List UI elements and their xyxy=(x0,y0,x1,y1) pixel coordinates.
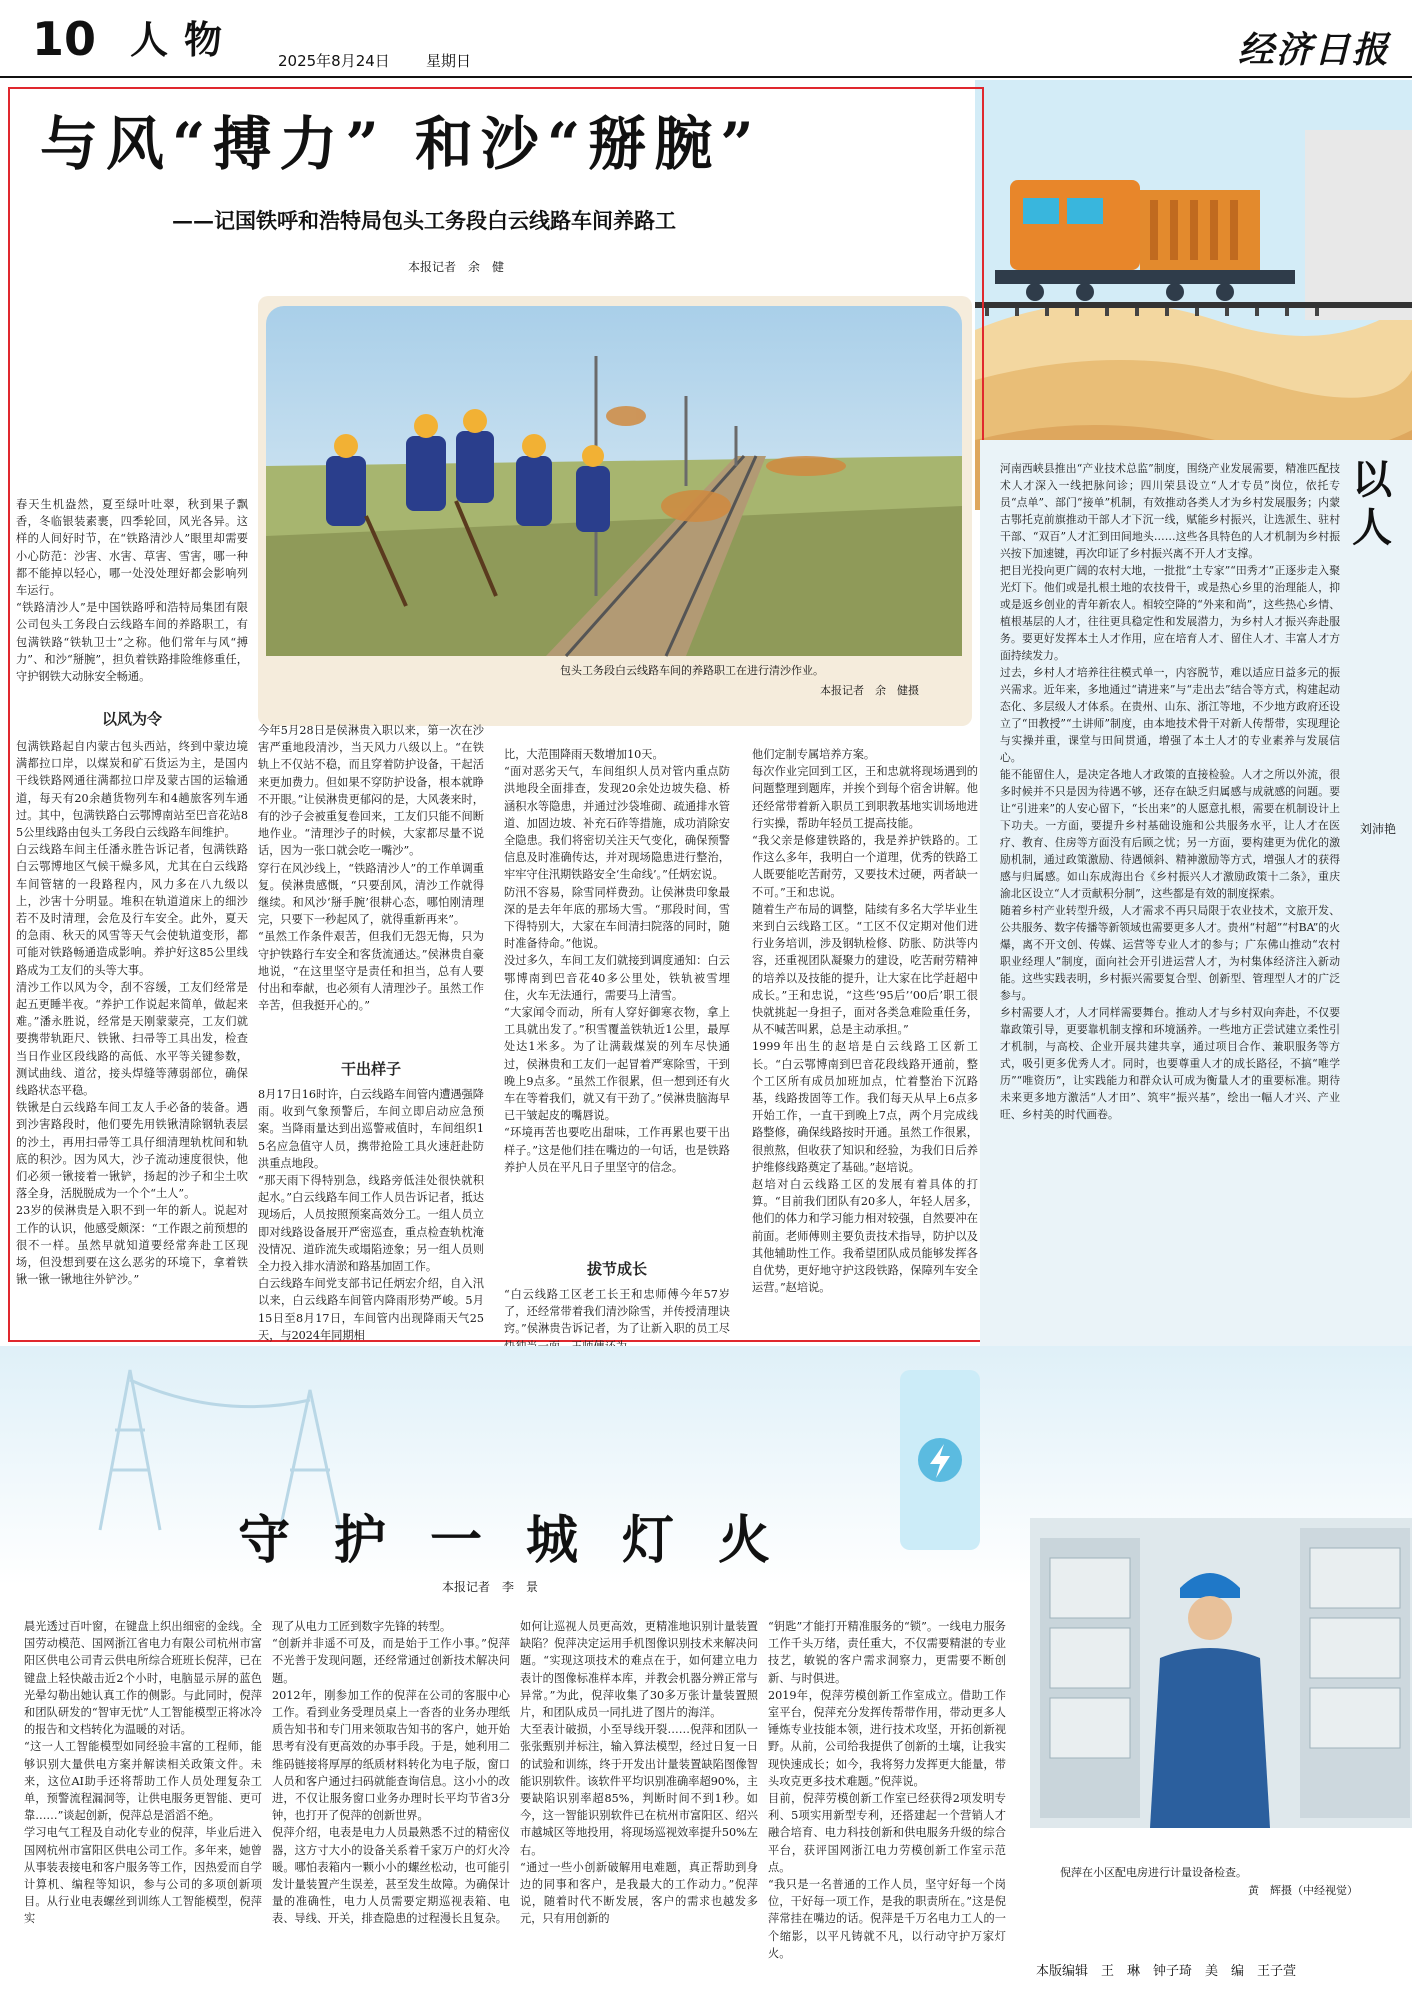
article1-intro: 春天生机盎然，夏至绿叶吐翠，秋到果子飘香，冬临银装素裹，四季轮回，风光各异。这样的人间好时节，在“铁路清沙人”眼里却需要小心防范：沙害、水害、草害、雪害，哪一种都不能掉以轻心，哪一处没处理好都会影响列车运行。 “铁路清沙人”是中国铁路呼和浩特局集团有限公司包头工务段白云线路车间的养路职工，有包满铁路“铁轨卫士”之称。他们常年与风“搏力”、和沙“掰腕”，担负着铁路排险维修重任，守护钢铁大动脉安全畅通。 xyxy=(16,498,248,684)
charging-pile-illustration xyxy=(880,1360,1000,1560)
subhead-bajie: 拔节成长 xyxy=(586,1260,647,1278)
article2-title: 守护一城灯火 xyxy=(238,1510,815,1571)
article1-col4: 他们定制专属培养方案。 每次作业完回到工区，王和忠就将现场遇到的问题整理到题库，并挨个到每个宿舍讲解。他还经常带着新入职员工到职教基地实训场地进行实操，帮助年轻员工提高技能。 “我父亲是修建铁路的，我是养护铁路的。工作这么多年，我明白一个道理，优秀的铁路工人既要能吃苦耐劳，又要技术过硬，两者缺一不可。”王和忠说。 随着生产布局的调整，陆续有多名大学毕业生来到白云线路工区。“工区不仅定期对他们进行业务培训，涉及钢轨检修、防胀、防洪等内容，还重视团队凝聚力的建设，吃苦耐劳精神的培养以及技能的提升，让大家在比学赶超中成长。”王和忠说，“这些‘95后’‘00后’职工很快就挑起一身担子，面对各类急难险重任务，从不喊苦叫累，总是主动承担。” 1999年出生的赵培是白云线路工区新工长。“白云鄂博南到巴音花段线路开通前，整个工区所有成员加班加点，忙着整治下沉路基，线路拨固等工作。我们每天从早上6点多开始工作，一直干到晚上7点，两个月完成线路整修，确保线路按时开通。虽然工作很累，很煎熬，但收获了知识和经验，为我们日后养护维修线路奠定了基础。”赵培说。 赵培对白云线路工区的发展有着具体的打算。“目前我们团队有20多人，年轻人居多，他们的体力和学习能力相对较强，自然要冲在前面。老师傅则主要负责技术指导，防护以及其他辅助性工作。我希望团队成员能够发挥各自优势，更好地守护这段铁路，保障列车安全运营。”赵培说。 xyxy=(752,748,978,1295)
page-header xyxy=(0,0,1412,78)
article1-col3b: “白云线路工区老工长王和忠师傅今年57岁了，还经常带着我们清沙除雪，并传授清理诀窍。”侯淋贵告诉记者，为了让新入职的员工尽 xyxy=(504,1288,730,1336)
article1-col2a: 今年5月28日是侯淋贵入职以来，第一次在沙害严重地段清沙，当天风力八级以上。“在铁轨上不仅站不稳，而且穿着防护设备，干起活来更加费力。但如果不穿防护设备，根本就睁不开眼。”让侯淋贵更郁闷的是，大风袭来时，有的沙子会被重复卷回来，工友们只能不间断地作业。“清理沙子的时候，大家都尽量不说话，因为一张口就会吃一嘴沙”。 穿行在风沙线上，“铁路清沙人”的工作单调重复。侯淋贵感慨，“只要刮风，清沙工作就得继续。和风沙‘掰手腕’很耕心态，哪怕刚清理完，只要下一秒起风了，就得重新再来”。 “虽然工作条件艰苦，但我们无怨无悔，只为守护铁路行车安全和客货流通达。”侯淋贵自豪地说，“在这里坚守是责任和担当，总有人要付出和奉献，也必须有人清理沙子。虽然工作辛苦，但我挺开心的。” xyxy=(258,724,484,1013)
page-number: 10 xyxy=(32,12,97,66)
article1-col3: 比，大范围降雨天数增加10天。 “面对恶劣天气，车间组织人员对管内重点防洪地段全面排查，发现20余处边坡失稳、桥涵积水等隐患，并通过沙袋堆砌、疏通排水管道、加固边坡、补充石砟等措施，成功消除安全隐患。我们将密切关注天气变化，确保预警信息及时准确传达，并对现场隐患进行整治，牢牢守住汛期铁路安全‘生命线’。”任炳宏说。 防汛不容易，除雪同样费劲。让侯淋贵印象最深的是去年年底的那场大雪。“那段时间，雪下得特别大，大家在车间清扫院落的同时，随时准备待命。”他说。 没过多久，车间工友们就接到调度通知：白云鄂博南到巴音花40多公里处，铁轨被雪埋住，火车无法通行，需要马上清雪。 “大家闻令而动，所有人穿好御寒衣物，拿上工具就出发了。”积雪覆盖铁轨近1公里，最厚处达1米多。为了让满载煤炭的列车尽快通过，侯淋贵和工友们一起冒着严寒除雪，干到晚上9点多。“虽然工作很累，但一想到还有火车在等着我们，就又有干劲了。”侯淋贵脑海早已干皱起皮的嘴唇说。 “环境再苦也要吃出甜味，工作再累也要干出样子。”这是他们挂在嘴边的一句话，也是铁路养护人员在平凡日子里坚守的信念。 xyxy=(504,748,730,1174)
header-rule xyxy=(0,76,1412,78)
subhead-ganchu: 干出样子 xyxy=(340,1060,401,1078)
article1-byline: 本报记者 余 健 xyxy=(408,260,505,274)
article1-photo-caption: 包头工务段白云线路车间的养路职工在进行清沙作业。 xyxy=(560,664,824,677)
article2-col1: 晨光透过百叶窗，在键盘上织出细密的金线。全国劳动模范、国网浙江省电力有限公司杭州市富阳区供电公司青云供电所综合班班长倪萍，已在键盘上轻快敲击近2个小时，电脑显示屏的蓝色光晕勾勒出她认真工作的侧影。与此同时，倪萍和团队研发的“智审无忧”人工智能模型正将冰冷的报告和文档转化为温暖的对话。 “这一人工智能模型如同经验丰富的工程师，能够识别大量供电方案并解读相关政策文件。未来，这位AI助手还将帮助工作人员处理复杂工单，预警流程漏洞等，让供电服务更智能、更可靠……”谈起创新，倪萍总是滔滔不绝。 学习电气工程及自动化专业的倪萍，毕业后进入国网杭州市富阳区供电公司工作。多年来，她曾从事装表接电和客户服务等工作，因热爱而自学计算机、编程等知识，参与公司的多项创新项目。从行业电表螺丝到训练人工智能模型，倪萍实 xyxy=(24,1620,262,1926)
sidebar-headline: 以人 xyxy=(1352,457,1392,551)
article2-col4: “钥匙”才能打开精准服务的“锁”。一线电力服务工作千头万绪，责任重大，不仅需要精湛的专业技艺，敏锐的客户需求洞察力，更需要不断创新、与时俱进。 2019年，倪萍劳模创新工作室成立。借助工作室平台，倪萍充分发挥传帮带作用，带动更多人锤炼专业技能本领，进行技术攻坚，开拓创新视野。从前，公司给我提供了创新的土壤，让我实现快速成长；如今，我将努力发挥更大能量，带头攻克更多技术难题。”倪萍说。 目前，倪萍劳模创新工作室已经获得2项发明专利、5项实用新型专利，还搭建起一个营销人才融合培育、电力科技创新和供电服务升级的综合平台，获评国网浙江电力劳模创新工作室示范点。 “我只是一名普通的工作人员，坚守好每一个岗位，干好每一项工作，是我的职责所在。”这是倪萍常挂在嘴边的话。倪萍是千万名电力工人的一个缩影，以平凡铸就不凡，以行动守护万家灯火。 xyxy=(768,1620,1006,1960)
article2-photo-credit: 黄 辉摄（中经视觉） xyxy=(1248,1884,1358,1897)
article2-photo-caption: 倪萍在小区配电房进行计量设备检查。 xyxy=(1060,1866,1247,1879)
article1-col2b: 8月17日16时许，白云线路车间管内遭遇强降雨。收到气象预警后，车间立即启动应急预案。当降雨量达到出巡警戒值时，车间组织15名应急值守人员，携带抢险工具火速赶赴防洪重点地段。 “那天雨下得特别急，线路旁低洼处很快就积起水。”白云线路车间工作人员告诉记者，抵达现场后，人员按照预案高效分工。一组人员立即对线路设备展开严密巡查，重点检查轨枕淹没情况、道砟流失或塌陷迹象；另一组人员则全力投入排水清淤和路基加固工作。 白云线路车间党支部书记任炳宏介绍，自入汛以来，白云线路车间管内降雨形势严峻。5月15日至8月17日，车间管内出现降雨天气25天，与2024年同期相 xyxy=(258,1088,484,1342)
article1-subtitle: ——记国铁呼和浩特局包头工务段白云线路车间养路工 xyxy=(172,208,676,233)
article1-col1: 包满铁路起自内蒙古包头西站，终到中蒙边境满都拉口岸，以煤炭和矿石货运为主，是国内干线铁路网通往满都拉口岸及蒙古国的运输通道，每天有20余趟货物列车和4趟旅客列车通过。其中，包满铁路白云鄂博南站至巴音花站85公里线路由包头工务段白云线路车间维护。 白云线路车间主任潘永胜告诉记者，包满铁路白云鄂博地区气候干燥多风，尤其在白云线路车间管辖的一段路程内，风力多在八九级以上，沙害十分明显。堆积在轨道道床上的细沙若不及时清理，会危及行车安全。此外，夏天的急雨、秋天的风雪等天气会使轨道变形，都可能对铁路畅通造成影响。养护好这85公里线路成为工友们的头等大事。 清沙工作以风为令，刮不容缓，工友们经常是起五更睡半夜。“养护工作说起来简单，做起来难。”潘永胜说，经常是天刚蒙蒙亮，工友们就要携带轨距尺、铁锹、扫帚等工具出发，检查当日作业区段线路的高低、水平等关键参数，测试曲线、道岔，接头焊缝等薄弱部位，确保线路状态平稳。 铁锹是白云线路车间工友人手必备的装备。遇到沙害路段时，他们要先用铁锹清除钢轨表层的沙土，再用扫帚等工具仔细清理轨枕间和轨底的积沙。因为风大，沙子流动速度很快，他们必须一锹接着一锹铲，扬起的沙子和尘土吹落全身，活脱脱成为一个个“土人”。 23岁的侯淋贵是入职不到一年的新人。说起对工作的认识，他感受颇深：“工作跟之前预想的很不一样。虽然早就知道要经常奔赴工区现场，但没想到要在这么恶劣的环境下，拿着铁锹一锹一锹地往外铲沙。” xyxy=(16,740,248,1287)
article2-col3: 如何让巡视人员更高效，更精准地识别计量装置缺陷？倪萍决定运用手机图像识别技术来解决问题。“实现这项技术的难点在于，如何建立电力表计的图像标准样本库，并教会机器分辨正常与异常。”为此，倪萍收集了30多万张计量装置照片，和团队成员一同扎进了图片的海洋。 大至表计破损，小至导线开裂……倪萍和团队一张张甄别并标注，输入算法模型，经过日复一日的试验和训练，终于开发出计量装置缺陷图像智能识别软件。该软件平均识别准确率超90%，主要缺陷识别率超85%，判断时间不到1秒。如今，这一智能识别软件已在杭州市富阳区、绍兴市越城区等地投用，将现场巡视效率提升50%左右。 “通过一些小创新破解用电难题，真正帮助到身边的同事和客户，是我最大的工作动力。”倪萍说，随着时代不断发展，客户的需求也越发多元，只有用创新的 xyxy=(520,1620,758,1926)
article2-col2: 现了从电力工匠到数字先锋的转型。 “创新并非遥不可及，而是始于工作小事。”倪萍不光善于发现问题，还经常通过创新技术解决问题。 2012年，刚参加工作的倪萍在公司的客服中心工作。看到业务受理员桌上一沓沓的业务办理纸质告知书和专门用来领取告知书的客户，她开始思考有没有更高效的办事手段。于是，她利用二维码链接将厚厚的纸质材料转化为电子版，窗口人员和客户通过扫码就能查询信息。这小小的改进，不仅让服务窗口业务办理时长平均节省3分钟，也打开了倪萍的创新世界。 倪萍介绍，电表是电力人员最熟悉不过的精密仪器，这方寸大小的设备关系着千家万户的灯火冷暖。哪怕表箱内一颗小小的螺丝松动，也可能引发计量装置产生误差，甚至发生故障。为确保计量的准确性，电力人员需要定期巡视表箱、电表、导线、开关，排查隐患的过程漫长且复杂。 xyxy=(272,1620,510,1926)
train-icon xyxy=(995,180,1295,301)
article2-byline: 本报记者 李 景 xyxy=(442,1580,539,1594)
article1-photo-credit: 本报记者 余 健摄 xyxy=(820,684,919,697)
masthead-logo: 经济日报 xyxy=(1238,29,1391,71)
issue-date: 2025年8月24日 xyxy=(278,52,390,70)
meter-inspection-photo xyxy=(1030,1518,1412,1828)
subhead-yifeng: 以风为令 xyxy=(101,710,162,728)
sidebar-byline: 刘沛艳 xyxy=(1360,822,1397,836)
article1-title: 与风“搏力” 和沙“掰腕” xyxy=(40,110,762,178)
sidebar-text: 河南西峡县推出“产业技术总监”制度，围绕产业发展需要，精准匹配技术人才深入一线把脉问诊；四川荣县设立“人才专员”岗位，依托专员“点单”、部门“接单”机制，有效推动各类人才为乡村发展服务；内蒙古鄂托克前旗推动干部人才下沉一线，赋能乡村振兴，让选派生、驻村干部、“双百”人才汇到田间地头……这些各具特色的人才机制为乡村振兴按下加速键，再次印证了乡村振兴离不开人才支撑。 把目光投向更广阔的农村大地，一批批“土专家”“田秀才”正逐步走入聚光灯下。他们或是扎根土地的农技骨干，或是热心乡里的治理能人，抑或是返乡创业的青年新农人。相较空降的“外来和尚”，这些热心乡情、植根基层的人才，往往更具稳定性和发展潜力，为乡村人才振兴奔赴服务。要更好发挥本土人才作用，应在培育人才、留住人才、丰富人才方面持续发力。 过去，乡村人才培养往往模式单一，内容脱节，难以适应日益多元的振兴需求。近年来，多地通过“请进来”与“走出去”结合等方式，构建起动态化、多层级人才体系。在贵州、山东、浙江等地，不少地方政府还设立了“田教授”“土讲师”制度，由本地技术骨干对新人传帮带，实现理论与实操并重，课堂与田间贯通，增强了本土人才的专业素养与发展信心。 能不能留住人，是决定各地人才政策的直接检验。人才之所以外流，很多时候并不只是因为待遇不够，还存在缺乏归属感与成就感的问题。要让“引进来”的人安心留下，“长出来”的人愿意扎根，需要在机制设计上下功夫。一方面，要提升乡村基础设施和公共服务水平，让人才在医疗、教育、住房等方面没有后顾之忧；另一方面，要构建更为优化的激励机制，通过政策激励、待遇倾斜、精神激励等方式，增强人才的获得感与归属感。如山东成海出台《乡村振兴人才激励政策十二条》，重庆渝北区设立“人才贡献积分制”，这些都是有效的制度探索。 随着乡村产业转型升级，人才需求不再只局限于农业技术，文旅开发、公共服务、数字传播等新领域也需要更多人才。贵州“村超”“村BA”的火爆，离不开文创、传媒、运营等专业人才的参与；广东佛山推动“农村职业经理人”制度，面向社会开引进运营人才，为村集体经济注入新动能。这些实践表明，乡村振兴需要复合型、创新型、管理型人才的广泛参与。 乡村需要人才，人才同样需要舞台。推动人才与乡村双向奔赴，不仅要靠政策引导，更要靠机制支撑和环境涵养。一些地方正尝试建立柔性引才机制，与高校、企业开展共建共享，通过项目合作、兼职服务等方式，吸引更多优秀人才。同时，也要尊重人才的成长路径，不搞“唯学历”“唯资历”，让实践能力和群众认可成为衡量人才的重要标准。期待未来更多地方激活“人才田”、筑牢“振兴基”，绘出一幅人才兴、产业旺、乡村美的时代画卷。 xyxy=(1000,462,1340,1121)
section-name: 人物 xyxy=(130,17,239,62)
footer-editors: 本版编辑 王 琳 钟子琦 美 编 王子萱 xyxy=(1036,1964,1297,1979)
issue-weekday: 星期日 xyxy=(426,52,472,70)
track-workers-photo xyxy=(266,306,962,656)
